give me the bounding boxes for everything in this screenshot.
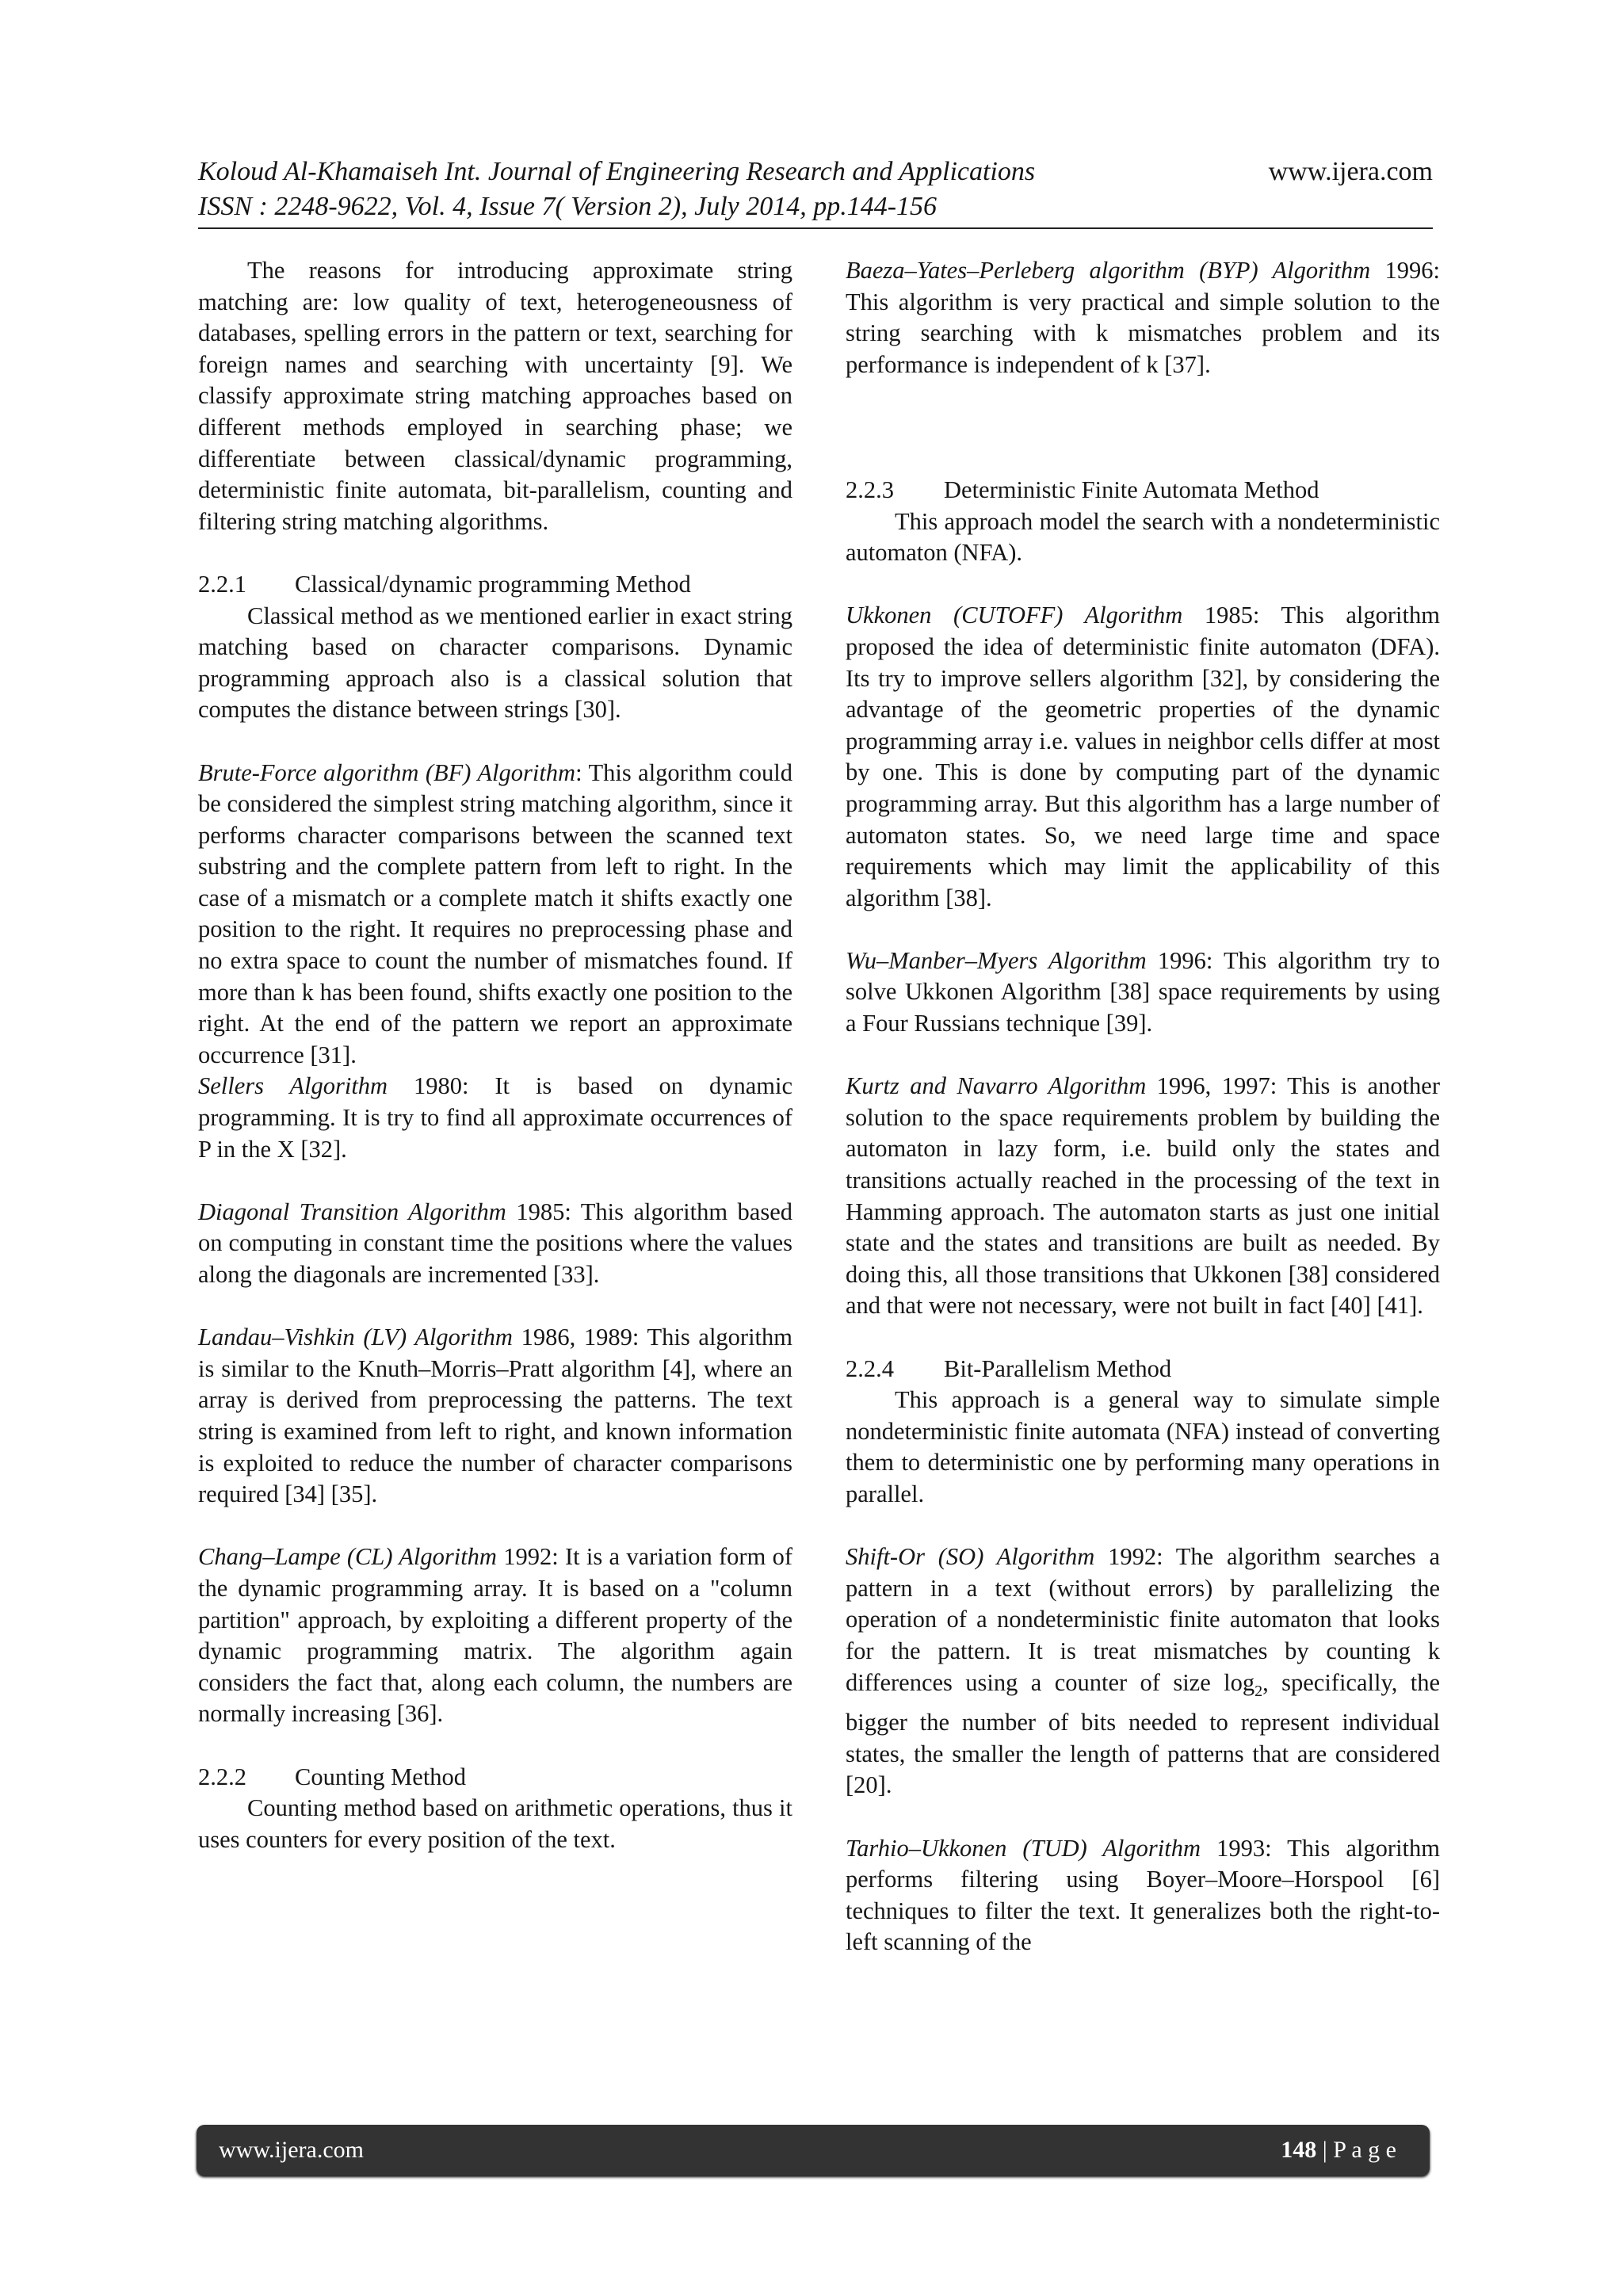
page-number: 148	[1281, 2137, 1317, 2163]
algorithm-description: : This algorithm could be considered the simplest string matching algorithm, since it performs character comparisons between the scanned text substring and the complete pattern from left to right. In the case of a mismatch or a complete match it shifts exactly one position to the right. It requires no preprocessing phase and no extra space to count the number of mismatches found. If more than k has been found, shifts exactly one position to the right. At the end of the pattern we report an approximate occurrence [31].	[198, 758, 792, 1068]
algorithm-name: Chang–Lampe (CL) Algorithm	[198, 1543, 497, 1571]
page-label: | P a g e	[1316, 2137, 1396, 2163]
algorithm-description: 1980: It is based on dynamic programming. It is try to find all approximate occurrences of P in the X [32].	[198, 1072, 792, 1163]
kn-paragraph	[846, 1071, 1440, 1322]
header-website: www.ijera.com	[1268, 157, 1433, 186]
section-2-2-2-heading	[198, 1762, 792, 1794]
section-2-2-4-heading	[846, 1354, 1440, 1385]
byp-paragraph	[846, 255, 1440, 380]
column-spacer	[846, 412, 1440, 475]
algorithm-description: 1996, 1997: This is another solution to the space requirements problem by building the automaton in lazy form, i.e. build only the states and transitions actually reached in the processing of the text in Hamming approach. The automaton starts as just one initial state and the states and transitions are built as needed. By doing this, all those transitions that Ukkonen [38] considered and that were not necessary, were not built in fact [40] [41].	[846, 1072, 1440, 1320]
log-subscript: 2	[1254, 1682, 1263, 1700]
algorithm-description: 1986, 1989: This algorithm is similar to the Knuth–Morris–Pratt algorithm [4], where an array is derived from preprocessing the patterns. The text string is examined from left to right, and known information is exploited to reduce the number of character comparisons required [34] [35].	[198, 1324, 792, 1508]
algorithm-name: Ukkonen (CUTOFF) Algorithm	[846, 602, 1183, 629]
right-column	[846, 255, 1440, 1958]
algorithm-name: Wu–Manber–Myers Algorithm	[846, 946, 1147, 974]
section-2-2-1-heading	[198, 569, 792, 601]
algorithm-description: 1985: This algorithm proposed the idea of deterministic finite automaton (DFA). Its try to improve sellers algorithm [32], by considering the advantage of the geometric properties of the dynamic programming array i.e. values in neighbor cells differ at most by one. This is done by computing part of the dynamic programming array. But this algorithm has a large number of automaton states. So, we need large time and space requirements which may limit the applicability of this algorithm [38].	[846, 602, 1440, 911]
algorithm-name: Shift-Or (SO) Algorithm	[846, 1543, 1095, 1571]
tud-paragraph	[846, 1833, 1440, 1958]
algorithm-name: Kurtz and Navarro Algorithm	[846, 1072, 1147, 1100]
cl-paragraph	[198, 1541, 792, 1730]
page-footer	[197, 2125, 1430, 2176]
section-2-2-4-body: This approach is a general way to simulate simple nondeterministic finite automata (NFA) instead of converting them to deterministic one by performing many operations in parallel.	[846, 1386, 1440, 1507]
algorithm-name: Diagonal Transition Algorithm	[198, 1198, 506, 1225]
algorithm-description: 1996: This algorithm try to solve Ukkonen Algorithm [38] space requirements by using a Four Russians technique [39].	[846, 946, 1441, 1037]
algorithm-name: Brute-Force algorithm (BF) Algorithm	[198, 758, 576, 786]
algorithm-description: 1996: This algorithm is very practical and simple solution to the string searching with k mismatches problem and its performance is independent of k [37].	[846, 257, 1441, 378]
algorithm-description: 1992: The algorithm searches a pattern in a text (without errors) by parallelizing the operation of a nondeterministic finite automaton that looks for the pattern. It is treat mismatches by counting k differences using a counter of size log	[846, 1543, 1440, 1696]
header-rule	[198, 227, 1433, 229]
algorithm-name: Tarhio–Ukkonen (TUD) Algorithm	[846, 1834, 1201, 1862]
lv-paragraph	[198, 1322, 792, 1511]
section-number: 2.2.1	[198, 570, 246, 598]
algorithm-name: Sellers Algorithm	[198, 1072, 388, 1100]
algorithm-description: 1992: It is a variation form of the dynamic programming array. It is based on a "column partition" approach, by exploiting a different property of the dynamic programming matrix. The algorithm again considers the fact that, along each column, the numbers are normally increasing [36].	[198, 1543, 792, 1728]
section-number: 2.2.3	[846, 476, 894, 503]
wmm-paragraph	[846, 946, 1440, 1040]
ukkonen-paragraph	[846, 600, 1440, 914]
section-title: Classical/dynamic programming Method	[295, 570, 691, 598]
footer-website: www.ijera.com	[219, 2137, 364, 2163]
sellers-paragraph	[198, 1071, 792, 1165]
dt-paragraph	[198, 1197, 792, 1291]
section-2-2-3-heading	[846, 475, 1440, 506]
bf-paragraph	[198, 758, 792, 1072]
section-2-2-1-body: Classical method as we mentioned earlier in exact string matching based on character comparisons. Dynamic programming approach also is a classical solution that computes the distance between strings [30].	[198, 602, 792, 724]
algorithm-name: Landau–Vishkin (LV) Algorithm	[198, 1324, 513, 1351]
algorithm-description: 1993: This algorithm performs filtering using Boyer–Moore–Horspool [6] techniques to filter the text. It generalizes both the right-to-left scanning of the	[846, 1834, 1440, 1956]
section-title: Counting Method	[295, 1763, 467, 1790]
algorithm-description: 1985: This algorithm based on computing in constant time the positions where the values along the diagonals are incremented [33].	[198, 1198, 792, 1288]
left-column	[198, 255, 792, 1887]
algorithm-name: Baeza–Yates–Perleberg algorithm (BYP) Algorithm	[846, 257, 1371, 284]
section-2-2-3-body: This approach model the search with a nondeterministic automaton (NFA).	[846, 507, 1440, 567]
algorithm-description-cont: , specifically, the bigger the number of bits needed to represent individual states, the smaller the length of patterns that are considered [20].	[846, 1668, 1440, 1799]
section-2-2-2-body: Counting method based on arithmetic operations, thus it uses counters for every position of the text.	[198, 1794, 792, 1853]
section-number: 2.2.2	[198, 1763, 246, 1790]
footer-page-number	[1281, 2125, 1396, 2176]
header-journal-line: Koloud Al-Khamaiseh Int. Journal of Engineering Research and Applications	[198, 157, 1036, 186]
so-paragraph	[846, 1541, 1440, 1801]
section-title: Bit-Parallelism Method	[944, 1354, 1172, 1382]
running-header	[198, 155, 1433, 224]
section-title: Deterministic Finite Automata Method	[944, 476, 1319, 503]
intro-paragraph: The reasons for introducing approximate string matching are: low quality of text, heterogeneousness of databases, spelling errors in the pattern or text, searching for foreign names and searching with uncertainty [9]. We classify approximate string matching approaches based on different methods employed in searching phase; we differentiate between classical/dynamic programming, deterministic finite automata, bit-parallelism, counting and filtering string matching algorithms.	[198, 257, 792, 535]
header-issn-line: ISSN : 2248-9622, Vol. 4, Issue 7( Version 2), July 2014, pp.144-156	[198, 192, 938, 221]
section-number: 2.2.4	[846, 1354, 894, 1382]
